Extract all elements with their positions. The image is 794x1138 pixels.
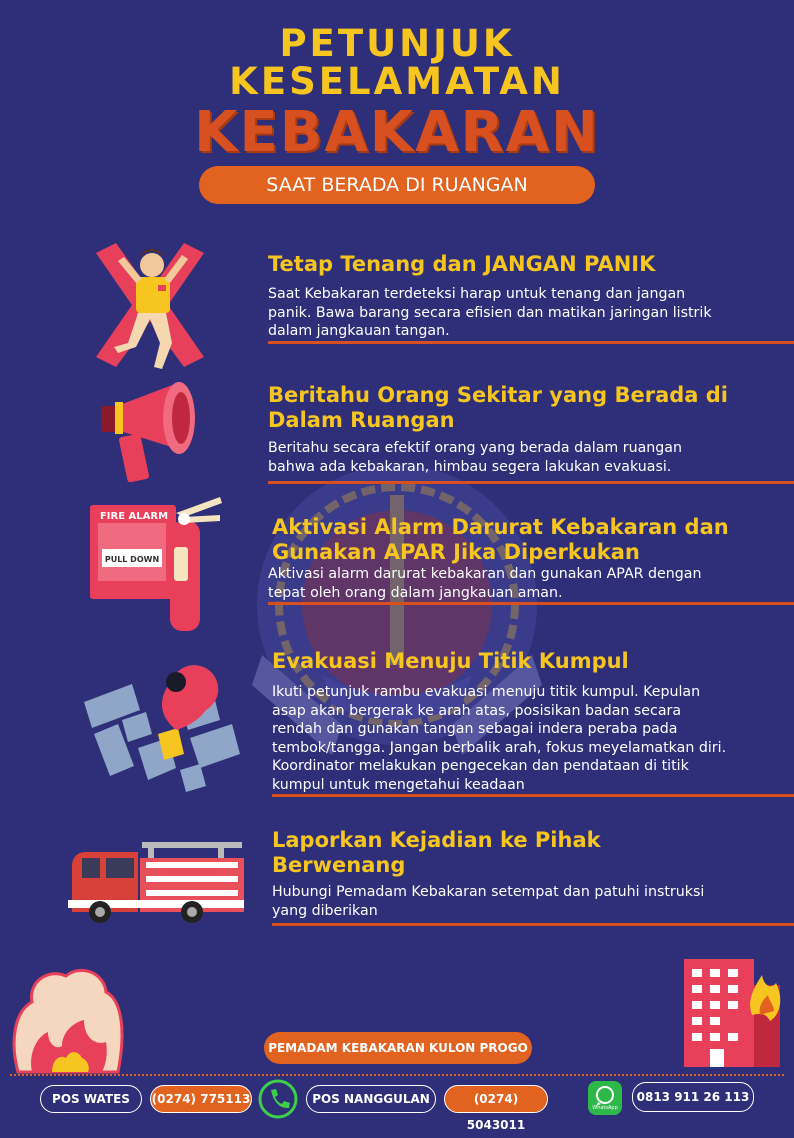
megaphone-icon (95, 380, 205, 485)
pos-wates-label: POS WATES (40, 1085, 142, 1113)
fire-alarm-label: FIRE ALARM (99, 511, 169, 522)
step-3-heading: Aktivasi Alarm Darurat Kebakaran dan Gunakan APAR Jika Diperkukan (272, 515, 729, 564)
footer-divider (10, 1074, 784, 1076)
pull-down-label: PULL DOWN (104, 555, 160, 564)
step-2-body: Beritahu secara efektif orang yang berada dalam ruangan bahwa ada kebakaran, himbau segera lakukan evakuasi. (268, 440, 682, 475)
title-line-1: PETUNJUK (279, 22, 515, 65)
whatsapp-label: WhatsApp (592, 1105, 618, 1111)
title-line-2: KESELAMATAN (229, 60, 565, 103)
fire-truck-icon (68, 842, 248, 924)
fire-flames-icon (8, 962, 128, 1072)
panic-person-icon (88, 243, 213, 373)
fire-alarm-extinguisher-icon (88, 495, 228, 635)
step-1-body: Saat Kebakaran terdeteksi harap untuk tenang dan jangan panik. Bawa barang secara efisien dan matikan jaringan listrik dalam jangkauan tangan. (268, 286, 712, 339)
brand-pill: PEMADAM KEBAKARAN KULON PROGO (264, 1032, 532, 1064)
step-2-divider (268, 481, 794, 484)
step-2-heading: Beritahu Orang Sekitar yang Berada di Dalam Ruangan (268, 383, 728, 432)
whatsapp-number[interactable]: 0813 911 26 113 (632, 1082, 754, 1112)
map-pin-icon (82, 658, 242, 793)
pos-nanggulan-phone[interactable]: (0274) 5043011 (444, 1085, 548, 1113)
step-4-body: Ikuti petunjuk rambu evakuasi menuju titik kumpul. Kepulan asap akan bergerak ke arah atas, posisikan badan secara rendah dan gunakan tangan sebagai indera peraba pada tembok/tangga. Jangan berbalik arah, fokus meyelamatkan diri. Koordinator melakukan pengecekan dan pendataan di titik kumpul untuk mengetahui keadaan (272, 684, 727, 793)
step-1-heading: Tetap Tenang dan JANGAN PANIK (268, 252, 656, 276)
step-5-body: Hubungi Pemadam Kebakaran setempat dan patuhi instruksi yang diberikan (272, 884, 705, 919)
whatsapp-icon (588, 1081, 622, 1115)
step-4-divider (272, 794, 794, 797)
pos-nanggulan-label: POS NANGGULAN (306, 1085, 436, 1113)
step-4-heading: Evakuasi Menuju Titik Kumpul (272, 649, 629, 673)
step-1-divider (268, 341, 794, 344)
pos-wates-phone[interactable]: (0274) 775113 (150, 1085, 252, 1113)
phone-icon (258, 1079, 298, 1119)
step-3-divider (268, 602, 794, 605)
step-5-divider (272, 923, 794, 926)
burning-building-icon (680, 955, 784, 1071)
step-5-heading: Laporkan Kejadian ke Pihak Berwenang (272, 828, 601, 877)
subtitle-pill: SAAT BERADA DI RUANGAN (199, 166, 595, 204)
title-line-3: KEBAKARAN (194, 100, 600, 165)
step-3-body: Aktivasi alarm darurat kebakaran dan gunakan APAR dengan tepat oleh orang dalam jangkauan aman. (268, 566, 702, 601)
